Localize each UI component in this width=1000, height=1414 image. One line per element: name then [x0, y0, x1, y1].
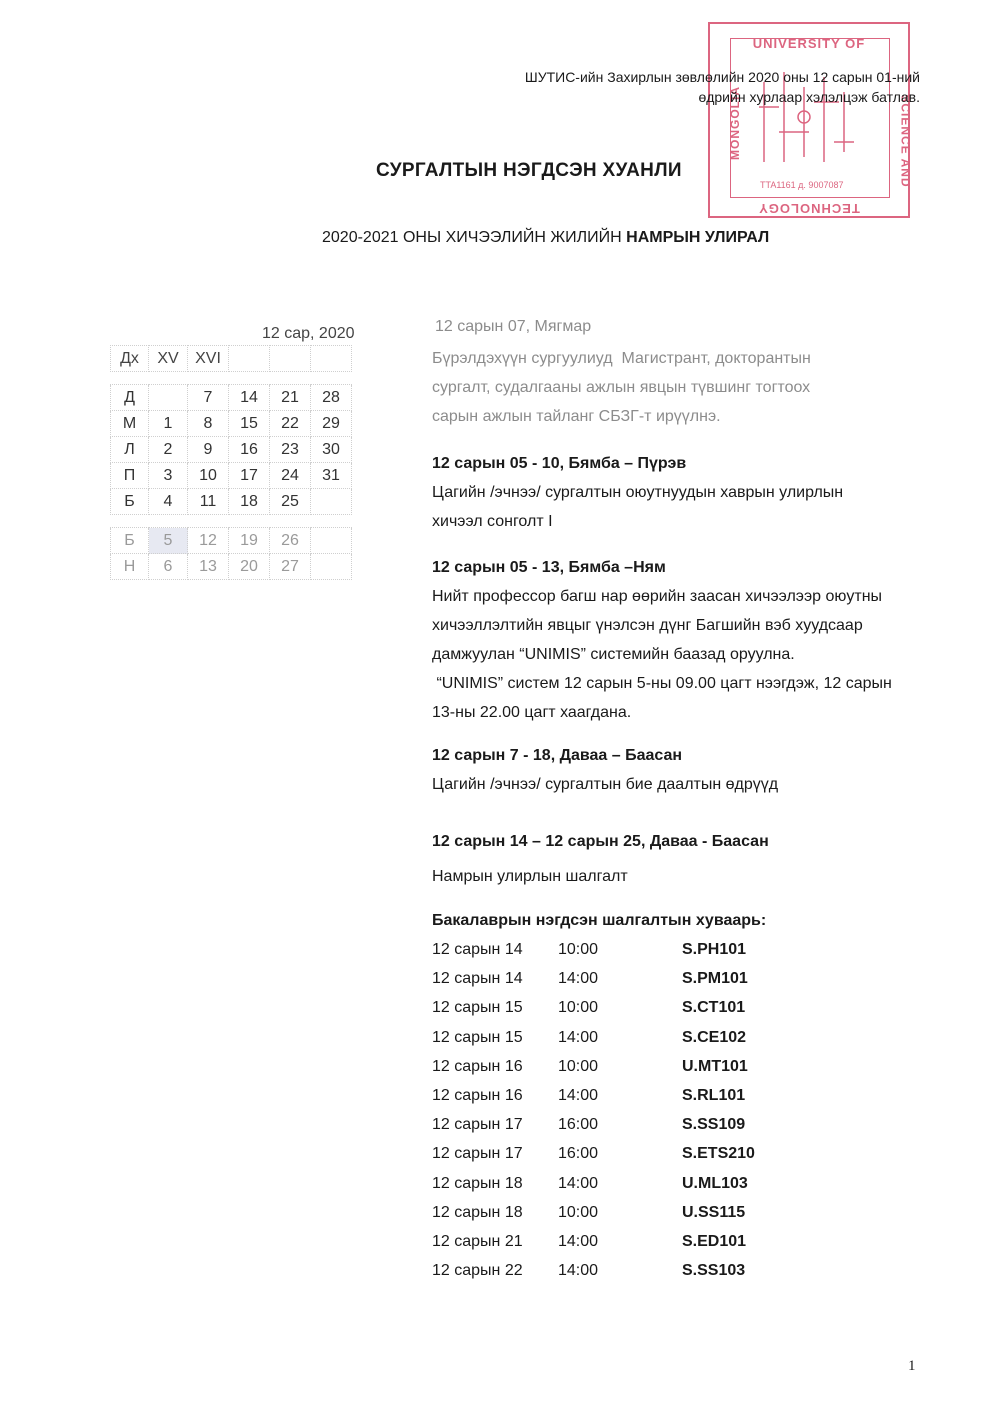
- event-date: 12 сарын 05 - 10, Бямба – Пүрэв: [432, 455, 687, 472]
- approval-line-2: өдрийн хурлаар хэлэлцэж батлав.: [698, 89, 920, 105]
- event-line: “UNIMIS” систем 12 сарын 5-ны 09.00 цагт нээгдэж, 12 сарын: [432, 675, 892, 692]
- exam-course-code: S.PM101: [682, 970, 748, 988]
- exam-time: 14:00: [558, 1233, 599, 1250]
- calendar-cell: Д: [111, 385, 149, 411]
- calendar-cell: 5: [149, 528, 188, 554]
- exam-date: 12 сарын 18: [432, 1203, 523, 1221]
- calendar-grid: [110, 345, 352, 580]
- calendar-title: 12 сар, 2020: [262, 325, 355, 342]
- page-subtitle: [322, 229, 769, 247]
- calendar-cell: 3: [149, 463, 188, 489]
- calendar-cell: 9: [188, 437, 229, 463]
- event-line: Бүрэлдэхүүн сургуулиуд Магистрант, докторантын: [432, 350, 811, 367]
- exam-time: 16:00: [558, 1116, 599, 1134]
- calendar-cell: 18: [229, 489, 270, 515]
- exam-time: 14:00: [558, 1174, 599, 1192]
- calendar-cell: 20: [229, 554, 270, 580]
- event-line: хичээллэлтийн явцыг үнэлсэн дүнг Багшийн вэб хуудсаар: [432, 617, 863, 634]
- exam-date: 12 сарын 14: [432, 941, 523, 958]
- calendar-cell: 1: [149, 411, 188, 437]
- calendar-week-row: [111, 437, 352, 463]
- exam-time: 14:00: [558, 970, 599, 988]
- exam-time: 14:00: [558, 1028, 599, 1046]
- event-description: [432, 862, 932, 891]
- calendar-cell: [149, 385, 188, 411]
- exam-course-code: U.ML103: [682, 1174, 748, 1192]
- calendar-cell: 4: [149, 489, 188, 515]
- exam-course-code: S.CT101: [682, 999, 746, 1017]
- exam-course-code: S.RL101: [682, 1087, 746, 1104]
- event-line: хичээл сонголт I: [432, 513, 553, 530]
- stamp-left-text: MONGOLIA: [728, 86, 742, 160]
- calendar-week-row: [111, 411, 352, 437]
- exam-date: 12 сарын 16: [432, 1087, 523, 1104]
- calendar-header-row: [111, 346, 352, 372]
- event-line: 13-ны 22.00 цагт хаагдана.: [432, 704, 632, 721]
- calendar-cell: 6: [149, 554, 188, 580]
- page-number: 1: [908, 1358, 916, 1374]
- exam-date: 12 сарын 21: [432, 1233, 523, 1250]
- calendar-cell: 30: [311, 437, 352, 463]
- exam-course-code: S.SS103: [682, 1262, 746, 1280]
- calendar-cell: 27: [270, 554, 311, 580]
- event-line: сургалт, судалгааны ажлын явцын түвшинг тогтоох: [432, 379, 811, 396]
- exam-date: 12 сарын 17: [432, 1116, 523, 1134]
- calendar-cell: 17: [229, 463, 270, 489]
- subtitle-prefix: 2020-2021 ОНЫ ХИЧЭЭЛИЙН ЖИЛИЙН: [322, 229, 622, 246]
- calendar-cell: Б: [111, 528, 149, 554]
- calendar-cell: 7: [188, 385, 229, 411]
- event-line: Нийт профессор багш нар өөрийн заасан хичээлээр оюутны: [432, 588, 883, 605]
- event-line: Намрын улирлын шалгалт: [432, 868, 628, 885]
- calendar-cell: 11: [188, 489, 229, 515]
- exam-course-code: S.CE102: [682, 1028, 747, 1046]
- exam-date: 12 сарын 17: [432, 1145, 523, 1163]
- exam-time: 14:00: [558, 1262, 599, 1280]
- stamp-number: TTA1161 д. 9007087: [760, 180, 844, 190]
- approval-note: [525, 67, 920, 107]
- calendar-cell: 12: [188, 528, 229, 554]
- exam-date: 12 сарын 22: [432, 1262, 523, 1280]
- calendar-cell: [311, 554, 352, 580]
- calendar-cell: Л: [111, 437, 149, 463]
- calendar-week-row: [111, 463, 352, 489]
- calendar-cell: 16: [229, 437, 270, 463]
- event-line: Цагийн /эчнээ/ сургалтын оюутнуудын хаврын улирлын: [432, 484, 844, 501]
- event-date: 12 сарын 05 - 13, Бямба –Ням: [432, 559, 666, 576]
- event-date: 12 сарын 7 - 18, Даваа – Баасан: [432, 747, 683, 764]
- calendar-cell: 13: [188, 554, 229, 580]
- event-line: Цагийн /эчнээ/ сургалтын бие даалтын өдрүүд: [432, 776, 779, 793]
- exam-date: 12 сарын 15: [432, 1028, 523, 1046]
- calendar-cell: Б: [111, 489, 149, 515]
- exam-time: 10:00: [558, 941, 599, 958]
- calendar-spacer: [111, 515, 352, 528]
- calendar-spacer: [111, 372, 352, 385]
- event-description: [432, 582, 932, 727]
- exam-date: 12 сарын 18: [432, 1174, 523, 1192]
- event-description: [432, 478, 932, 536]
- calendar-cell: 31: [311, 463, 352, 489]
- calendar-cell: 29: [311, 411, 352, 437]
- calendar-week-row: [111, 489, 352, 515]
- calendar-cell: [229, 346, 270, 372]
- exam-schedule-title: Бакалаврын нэгдсэн шалгалтын хуваарь:: [432, 912, 767, 929]
- calendar-cell: XVI: [188, 346, 229, 372]
- exam-date: 12 сарын 15: [432, 999, 523, 1017]
- calendar-cell: 2: [149, 437, 188, 463]
- calendar-cell: [270, 346, 311, 372]
- exam-course-code: S.ED101: [682, 1233, 747, 1250]
- exam-course-code: U.SS115: [682, 1203, 746, 1221]
- calendar-cell: [311, 528, 352, 554]
- calendar-cell: П: [111, 463, 149, 489]
- calendar-cell: [311, 346, 352, 372]
- calendar-cell: 19: [229, 528, 270, 554]
- calendar-weekend-row: [111, 528, 352, 554]
- exam-time: 10:00: [558, 1057, 599, 1075]
- calendar-cell: Н: [111, 554, 149, 580]
- exam-date: 12 сарын 16: [432, 1057, 523, 1075]
- event-description: [432, 770, 932, 799]
- exam-course-code: U.MT101: [682, 1057, 748, 1075]
- stamp-bottom-text: TECHNOLOGY: [758, 201, 860, 216]
- calendar-cell: 23: [270, 437, 311, 463]
- calendar-cell: М: [111, 411, 149, 437]
- exam-time: 10:00: [558, 999, 599, 1017]
- calendar-cell: XV: [149, 346, 188, 372]
- calendar-cell: [311, 489, 352, 515]
- exam-course-code: S.ETS210: [682, 1145, 755, 1163]
- approval-line-1: ШУТИС-ийн Захирлын зөвлөлийн 2020 оны 12 сарын 01-ний: [524, 69, 920, 85]
- event-description: [432, 344, 932, 431]
- exam-course-code: S.PH101: [682, 941, 747, 958]
- calendar-cell: 25: [270, 489, 311, 515]
- stamp-top-text: UNIVERSITY OF: [752, 36, 866, 51]
- calendar-cell: Дх: [111, 346, 149, 372]
- exam-time: 16:00: [558, 1145, 599, 1163]
- event-line: дамжуулан “UNIMIS” системийн баазад оруулна.: [432, 646, 795, 663]
- calendar-cell: 10: [188, 463, 229, 489]
- calendar-cell: 21: [270, 385, 311, 411]
- calendar-cell: 22: [270, 411, 311, 437]
- calendar-cell: 14: [229, 385, 270, 411]
- calendar-cell: 8: [188, 411, 229, 437]
- page-title: СУРГАЛТЫН НЭГДСЭН ХУАНЛИ: [376, 160, 682, 181]
- calendar-cell: 26: [270, 528, 311, 554]
- subtitle-semester: НАМРЫН УЛИРАЛ: [626, 229, 770, 246]
- calendar-cell: 15: [229, 411, 270, 437]
- calendar-week-row: [111, 385, 352, 411]
- calendar-cell: 28: [311, 385, 352, 411]
- university-stamp: [708, 22, 913, 218]
- calendar-weekend-row: [111, 554, 352, 580]
- stamp-right-text: SCIENCE AND: [898, 94, 913, 188]
- exam-time: 14:00: [558, 1087, 599, 1104]
- exam-course-code: S.SS109: [682, 1116, 746, 1134]
- exam-date: 12 сарын 14: [432, 970, 523, 988]
- exam-time: 10:00: [558, 1203, 599, 1221]
- event-date: 12 сарын 14 – 12 сарын 25, Даваа - Баасан: [432, 833, 769, 850]
- calendar-cell: 24: [270, 463, 311, 489]
- event-date: 12 сарын 07, Мягмар: [435, 318, 592, 335]
- event-line: сарын ажлын тайланг СБЗГ-т ирүүлнэ.: [432, 408, 721, 425]
